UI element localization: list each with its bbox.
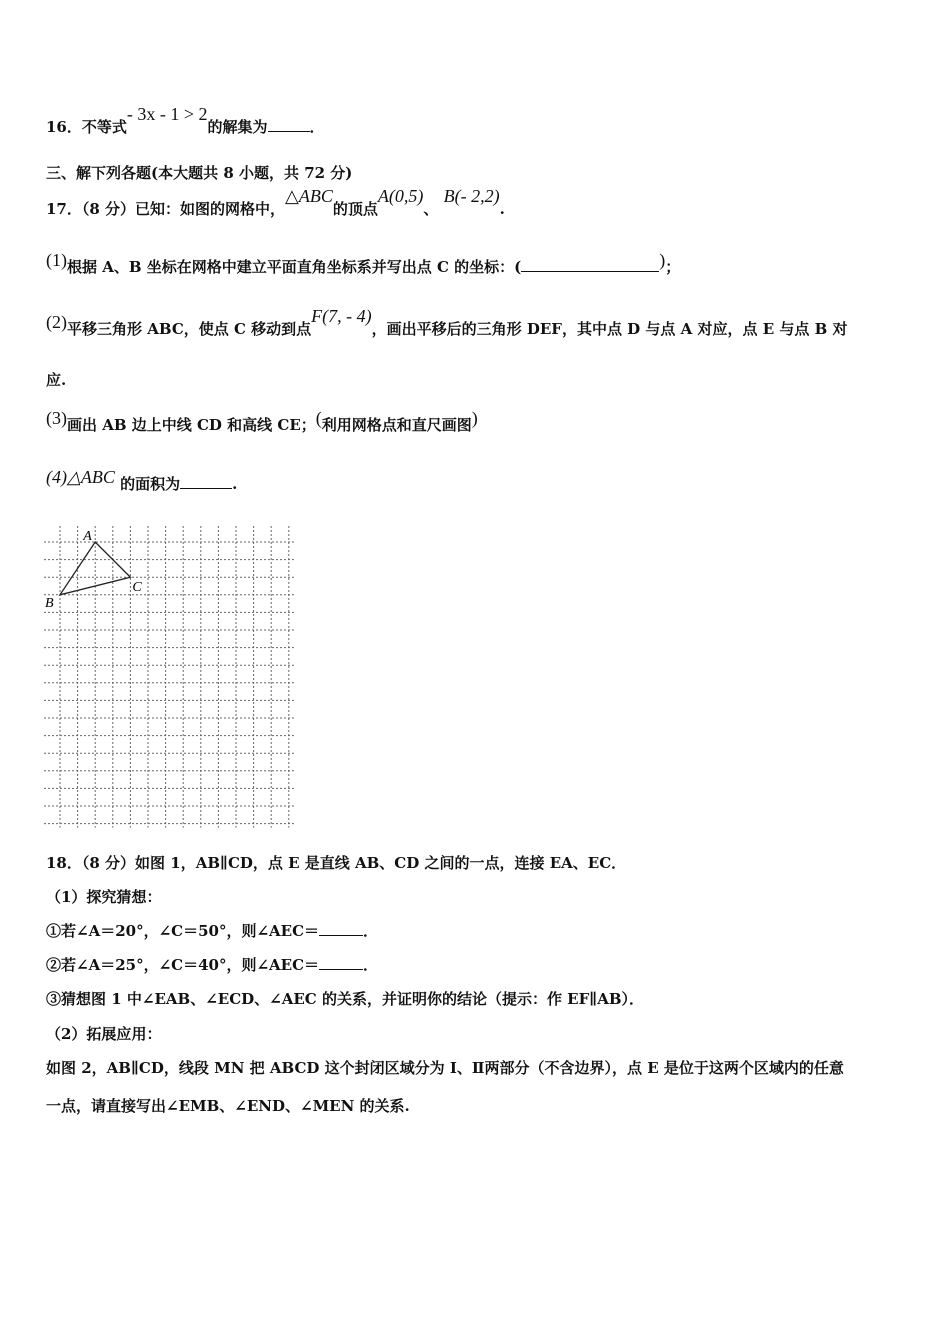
q17-p1-number: (1) [46,250,67,270]
q18-item2-blank [319,969,363,970]
q17-stem-end: . [499,200,505,218]
q17-p3-note: 利用网格点和直尺画图 [321,416,472,434]
q17-p2-point-f: F(7, - 4) [311,306,372,326]
q17-p2-text-c: 应. [46,371,67,389]
q18-item2-text: ②若∠A＝25°，∠C＝40°，则∠AEC＝ [46,956,320,974]
q17-p3-note-close: ) [471,408,478,428]
q17-triangle-abc: △ABC [285,186,333,206]
q16-inequality: - 3x - 1 > 2 [126,104,208,124]
q18-item-1 [46,920,378,941]
q17-p4-number: (4)△ABC [46,467,115,487]
q18-stem: 18．（8 分）如图 1，AB∥CD，点 E 是直线 AB、CD 之间的一点，连接 EA、EC． [46,854,627,872]
q17-stem-mid: 的顶点 [332,200,378,218]
q17-part-2-cont [46,369,66,390]
q17-part-2 [46,306,848,339]
q17-p4-answer-blank [180,488,232,489]
q17-p3-note-open: ( [315,408,322,428]
q17-p2-text-b: ，画出平移后的三角形 DEF，其中点 D 与点 A 对应，点 E 与点 B 对 [371,320,848,338]
q18-extension-line-1 [46,1057,844,1078]
q18-part1: （1）探究猜想： [46,888,162,906]
label-c: C [132,580,142,596]
q17-p3-number: (3) [46,408,67,428]
q18-item1-end: ． [363,922,379,940]
question-17-stem [46,186,505,219]
q18-item1-text: ①若∠A＝20°，∠C＝50°，则∠AEC＝ [46,922,320,940]
section-3-title: 三、解下列各题(本大题共 8 小题，共 72 分) [46,164,353,182]
q17-p3-text: 画出 AB 边上中线 CD 和高线 CE； [67,416,316,434]
q18-item2-end: ． [363,956,379,974]
q16-end: ． [309,118,325,136]
question-18-stem [46,852,626,873]
q17-sep: 、 [423,200,439,218]
q17-p1-text: 根据 A、B 坐标在网格中建立平面直角坐标系并写出点 C 的坐标：( [67,258,522,276]
q17-p4-text: 的面积为 [120,475,181,493]
q18-part-1-heading [46,886,161,907]
q17-stem-prefix: 17．（8 分）已知：如图的网格中， [46,200,286,218]
q17-point-b: B(- 2,2) [443,186,500,206]
q17-p1-end: ； [665,258,681,276]
q18-ext-line2: 一点，请直接写出∠EMB、∠END、∠MEN 的关系. [46,1097,410,1115]
label-a: A [83,529,92,544]
grid-figure [44,524,296,828]
q17-p1-close: ) [659,250,666,270]
q18-extension-line-2 [46,1095,410,1116]
q18-item-3 [46,988,644,1009]
grid-lines [44,526,296,828]
q16-answer-blank [268,131,310,132]
q17-part-1 [46,250,681,277]
q18-item1-blank [319,935,363,936]
q18-item3-text: ③猜想图 1 中∠EAB、∠ECD、∠AEC 的关系，并证明你的结论（提示：作 EF∥AB）． [46,990,645,1008]
label-b: B [45,595,54,611]
q18-part2: （2）拓展应用： [46,1025,162,1043]
section-3-heading [46,162,352,183]
q17-p4-end: . [232,475,238,493]
question-16 [46,104,325,137]
q17-part-3 [46,408,478,435]
q17-p1-answer-blank [521,271,659,272]
q18-item-2 [46,954,378,975]
q16-suffix: 的解集为 [207,118,268,136]
q17-p2-text-a: 平移三角形 ABC，使点 C 移动到点 [67,320,312,338]
q17-p2-number: (2) [46,312,67,332]
q18-part-2-heading [46,1023,161,1044]
q17-point-a: A(0,5) [377,186,424,206]
q18-ext-line1: 如图 2，AB∥CD，线段 MN 把 ABCD 这个封闭区域分为 I、Ⅱ两部分（不含边界），点 E 是位于这两个区域内的任意 [46,1059,844,1077]
q17-part-4 [46,467,238,494]
q16-prefix: 16．不等式 [46,118,127,136]
